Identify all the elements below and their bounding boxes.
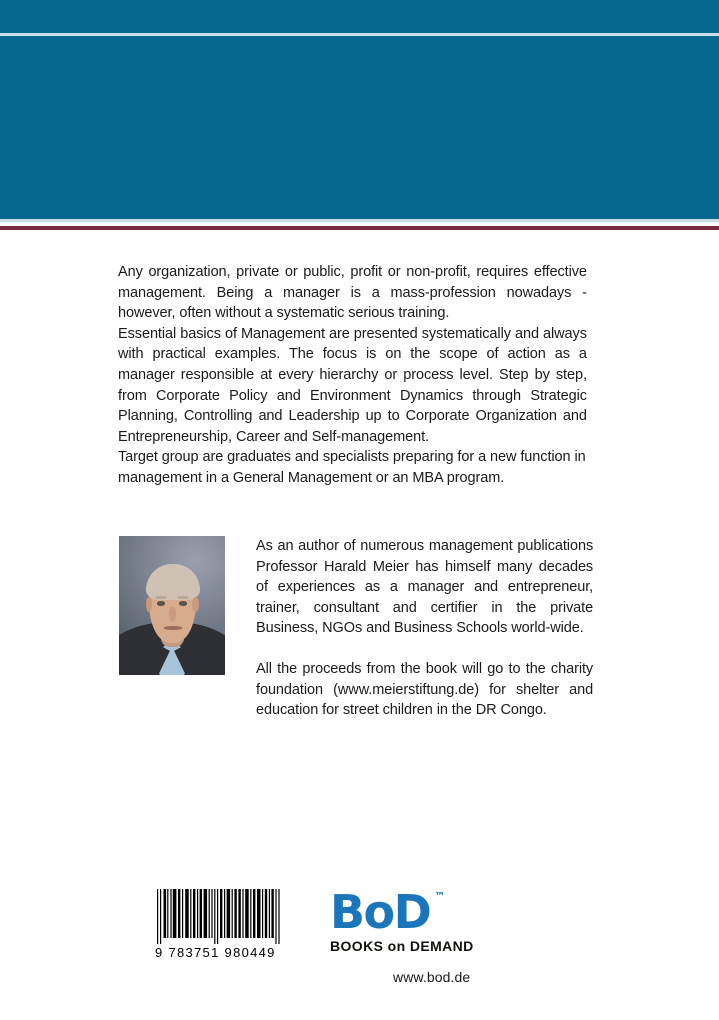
publisher-logo bbox=[330, 885, 474, 954]
banner-light-rule-bottom bbox=[0, 219, 719, 222]
barcode-bars-graphic bbox=[155, 889, 281, 944]
portrait-mouth bbox=[164, 626, 182, 630]
banner-top-strip bbox=[0, 0, 719, 33]
banner-main-field bbox=[0, 36, 719, 219]
publisher-url: www.bod.de bbox=[393, 969, 471, 985]
isbn-barcode-digits: 9 783751 980449 bbox=[155, 945, 276, 960]
author-charity-block bbox=[256, 659, 593, 721]
bod-logo-wordmark bbox=[330, 885, 446, 939]
portrait-brow-left bbox=[155, 596, 167, 599]
publisher-tagline: BOOKS on DEMAND bbox=[330, 938, 474, 954]
author-portrait-photo bbox=[119, 536, 225, 675]
portrait-ear-left bbox=[146, 597, 152, 612]
portrait-eye-left bbox=[157, 601, 165, 605]
portrait-brow-right bbox=[177, 596, 189, 599]
blurb-paragraph-2: Essential basics of Management are presented systematically and always with practical examples. The focus is on the scope of action as a manager responsible at every hierarchy or process level. Step by step, from Corporate Policy and Environment Dynamics through Strategic Planning, Controlling and Leadership up to Corporate Organization and Entrepreneurship, Career and Self-management. bbox=[118, 324, 587, 445]
portrait-ear-right bbox=[192, 597, 198, 612]
blurb-paragraph-1: Any organization, private or public, profit or non-profit, requires effective management. Being a manager is a mass-profession nowadays - however, often without a systematic serious training. bbox=[118, 263, 587, 322]
isbn-barcode bbox=[155, 889, 281, 960]
back-cover-blurb bbox=[118, 262, 587, 489]
blurb-paragraph-3: Target group are graduates and specialists preparing for a new function in management in a General Management or an MBA program. bbox=[118, 448, 586, 486]
author-bio-text: As an author of numerous management publications Professor Harald Meier has himself many decades of experiences as a manager and entrepreneur, trainer, consultant and certifier in the private Business, NGOs and Business Schools world-wide. bbox=[256, 537, 594, 637]
red-divider-rule bbox=[0, 226, 719, 230]
trademark-icon: ™ bbox=[434, 890, 446, 903]
bod-logo-text: BoD bbox=[330, 885, 431, 939]
top-blue-banner bbox=[0, 0, 719, 219]
author-charity-text: All the proceeds from the book will go to the charity foundation (www.meierstiftung.de) for shelter and education for street children in the DR Congo. bbox=[256, 660, 594, 719]
portrait-eye-right bbox=[179, 601, 187, 605]
author-bio-block bbox=[256, 536, 593, 639]
